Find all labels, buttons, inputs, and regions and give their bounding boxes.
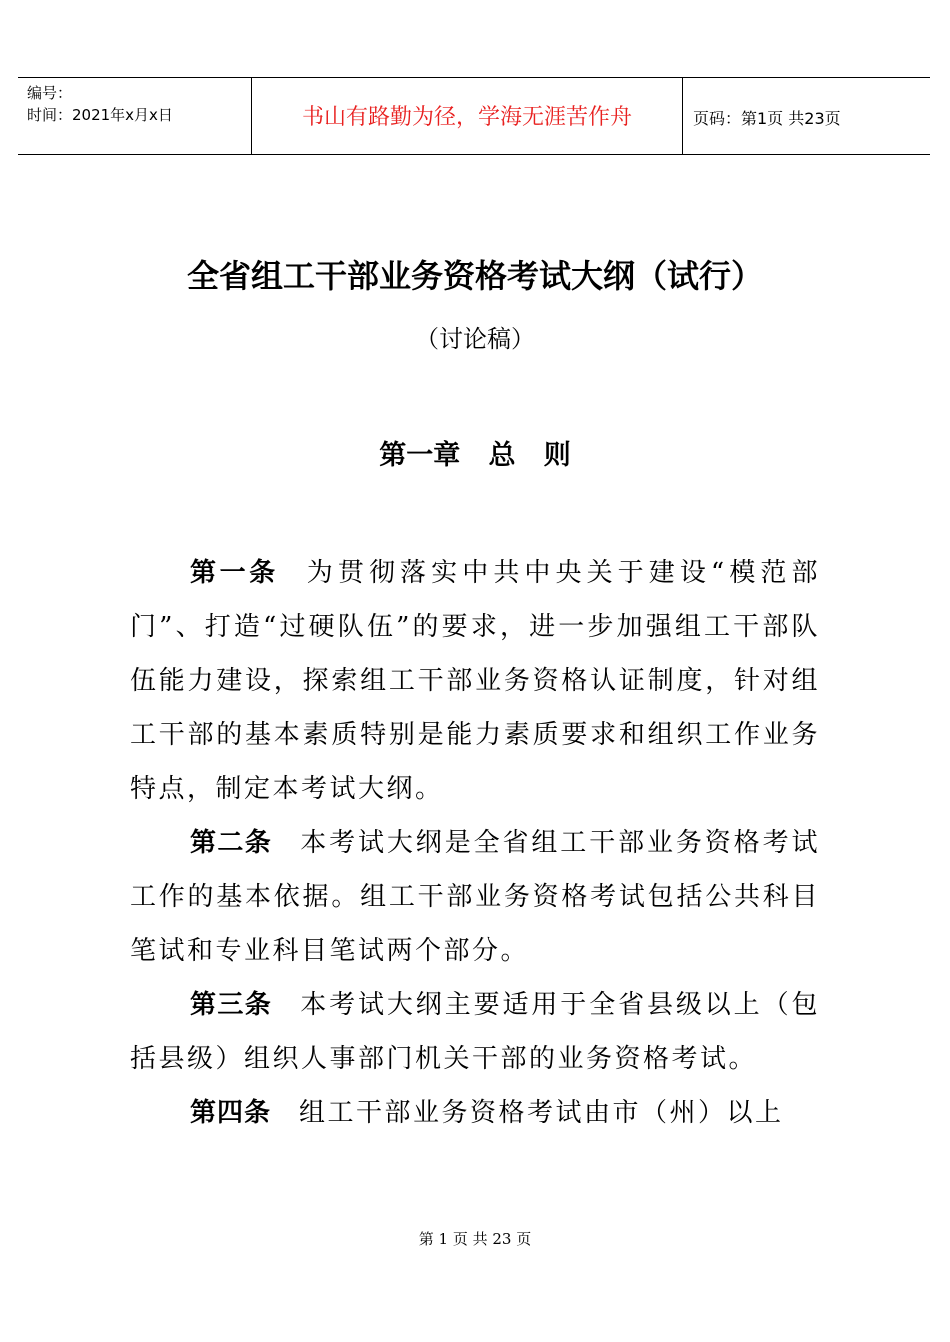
article-text: 组工干部业务资格考试由市（州）以上 <box>299 1098 784 1128</box>
page-footer: 第 1 页 共 23 页 <box>418 1230 532 1248</box>
header-page-cell <box>683 78 930 154</box>
article-text: 本考试大纲主要适用于全省县级以上（包括县级）组织人事部门机关干部的业务资格考试。 <box>130 990 820 1074</box>
header-page-info: 页码：第1页 共23页 <box>693 109 841 128</box>
article-4 <box>130 1086 820 1140</box>
document-title: 全省组工干部业务资格考试大纲（试行） <box>186 257 763 295</box>
article-number: 第二条 <box>190 828 273 858</box>
chapter-heading: 第一章 总 则 <box>379 440 571 471</box>
header-motto-cell <box>252 78 683 154</box>
document-subtitle: （讨论稿） <box>415 325 535 353</box>
motto-text: 书山有路勤为径，学海无涯苦作舟 <box>301 105 632 130</box>
header-meta-cell <box>18 78 252 154</box>
article-number: 第一条 <box>190 558 279 588</box>
document-body <box>130 546 820 1140</box>
article-text: 本考试大纲是全省组工干部业务资格考试工作的基本依据。组工干部业务资格考试包括公共科目笔试和专业科目笔试两个部分。 <box>130 828 820 966</box>
article-2 <box>130 816 820 978</box>
article-number: 第四条 <box>190 1098 272 1128</box>
document-header <box>18 77 930 155</box>
article-3 <box>130 978 820 1086</box>
article-number: 第三条 <box>190 990 273 1020</box>
date-label: 时间：2021年x月x日 <box>27 106 173 124</box>
article-text: 为贯彻落实中共中央关于建设“模范部门”、打造“过硬队伍”的要求，进一步加强组工干部队伍能力建设，探索组工干部业务资格认证制度，针对组工干部的基本素质特别是能力素质要求和组织工作业务特点，制定本考试大纲。 <box>130 558 820 804</box>
article-1 <box>130 546 820 816</box>
serial-number-label: 编号： <box>27 84 73 102</box>
